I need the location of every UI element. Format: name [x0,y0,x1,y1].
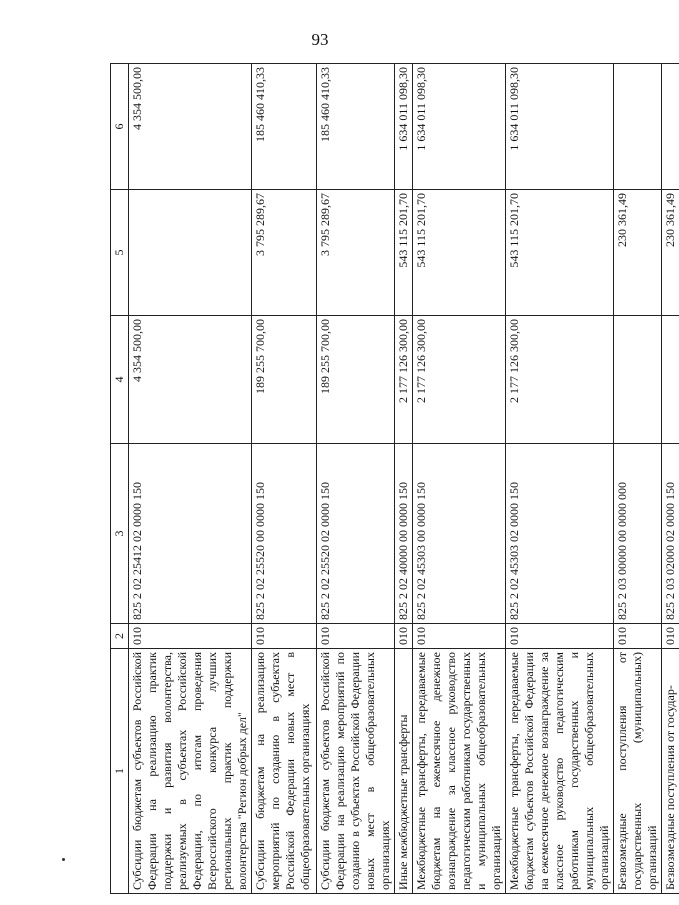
row-col6: 4 354 500,00 [129,64,252,190]
row-name: Субсидии бюджетам субъектов Российской Федерации на реализацию мероприятий по созданию в субъектах Российской Федерации новых мест в общеобразовательных организациях [317,649,395,894]
row-col4 [614,316,662,444]
table-row [129,64,252,894]
row-admin-code: 010 [252,624,317,649]
rotated-table-container [110,64,677,894]
row-budget-code: 825 2 03 02000 02 0000 150 [662,444,679,624]
header-row [111,64,129,894]
row-col5: 230 361,49 [614,190,662,316]
row-col6 [662,64,679,190]
row-col4: 189 255 700,00 [317,316,395,444]
row-col4: 4 354 500,00 [129,316,252,444]
row-col6: 185 460 410,33 [317,64,395,190]
row-col5: 543 115 201,70 [413,190,506,316]
row-budget-code: 825 2 02 25412 02 0000 150 [129,444,252,624]
row-col5: 3 795 289,67 [252,190,317,316]
row-col6 [614,64,662,190]
row-name: Иные межбюджетные трансферты [395,649,413,894]
row-name: Безвозмездные поступления от государственных (муниципальных) организаций [614,649,662,894]
table-row [662,64,679,894]
header-cell-1: 1 [111,649,129,894]
table-row [413,64,506,894]
row-admin-code: 010 [662,624,679,649]
row-budget-code: 825 2 02 40000 00 0000 150 [395,444,413,624]
row-budget-code: 825 2 02 25520 02 0000 150 [317,444,395,624]
row-admin-code: 010 [506,624,614,649]
row-admin-code: 010 [129,624,252,649]
row-col4: 2 177 126 300,00 [395,316,413,444]
header-cell-6: 6 [111,64,129,190]
row-admin-code: 010 [395,624,413,649]
row-col4 [662,316,679,444]
header-cell-4: 4 [111,316,129,444]
row-col4: 189 255 700,00 [252,316,317,444]
row-name: Безвозмездные поступления от государ- [662,649,679,894]
row-col4: 2 177 126 300,00 [506,316,614,444]
row-name: Субсидии бюджетам на реализацию мероприятий по созданию в субъектах Российской Федерации новых мест в общеобразовательных организациях [252,649,317,894]
row-name: Субсидии бюджетам субъектов Российской Федерации на реализацию практик поддержки и развития волонтерства, реализуемых в субъектах Российской Федерации, по итогам проведения Всероссийского конкурса лучших региональных практик поддержки волонтерства "Регион добрых дел" [129,649,252,894]
table-row [252,64,317,894]
row-col5 [129,190,252,316]
budget-table [110,63,679,894]
row-budget-code: 825 2 03 00000 00 0000 000 [614,444,662,624]
row-col6: 1 634 011 098,30 [413,64,506,190]
row-admin-code: 010 [317,624,395,649]
header-cell-2: 2 [111,624,129,649]
row-admin-code: 010 [413,624,506,649]
header-cell-5: 5 [111,190,129,316]
row-budget-code: 825 2 02 45303 02 0000 150 [506,444,614,624]
page-number: 93 [311,30,329,49]
scan-dot [62,858,65,861]
row-col6: 1 634 011 098,30 [395,64,413,190]
header-cell-3: 3 [111,444,129,624]
row-budget-code: 825 2 02 25520 00 0000 150 [252,444,317,624]
row-col6: 1 634 011 098,30 [506,64,614,190]
row-col5: 543 115 201,70 [506,190,614,316]
row-col5: 543 115 201,70 [395,190,413,316]
row-col5: 230 361,49 [662,190,679,316]
row-budget-code: 825 2 02 45303 00 0000 150 [413,444,506,624]
row-col4: 2 177 126 300,00 [413,316,506,444]
row-admin-code: 010 [614,624,662,649]
row-name: Межбюджетные трансферты, передаваемые бюджетам на ежемесячное денежное вознаграждение за классное руководство педагогическим работникам государственных и муниципальных общеобразовательных организаций [413,649,506,894]
row-col6: 185 460 410,33 [252,64,317,190]
table-row [395,64,413,894]
table-row [614,64,662,894]
row-col5: 3 795 289,67 [317,190,395,316]
table-row [506,64,614,894]
row-name: Межбюджетные трансферты, передаваемые бюджетам субъектов Российской Федерации на ежемесячное денежное вознаграждение за классное руководство педагогическим работникам государственных и муниципальных общеобразовательных организаций [506,649,614,894]
table-row [317,64,395,894]
